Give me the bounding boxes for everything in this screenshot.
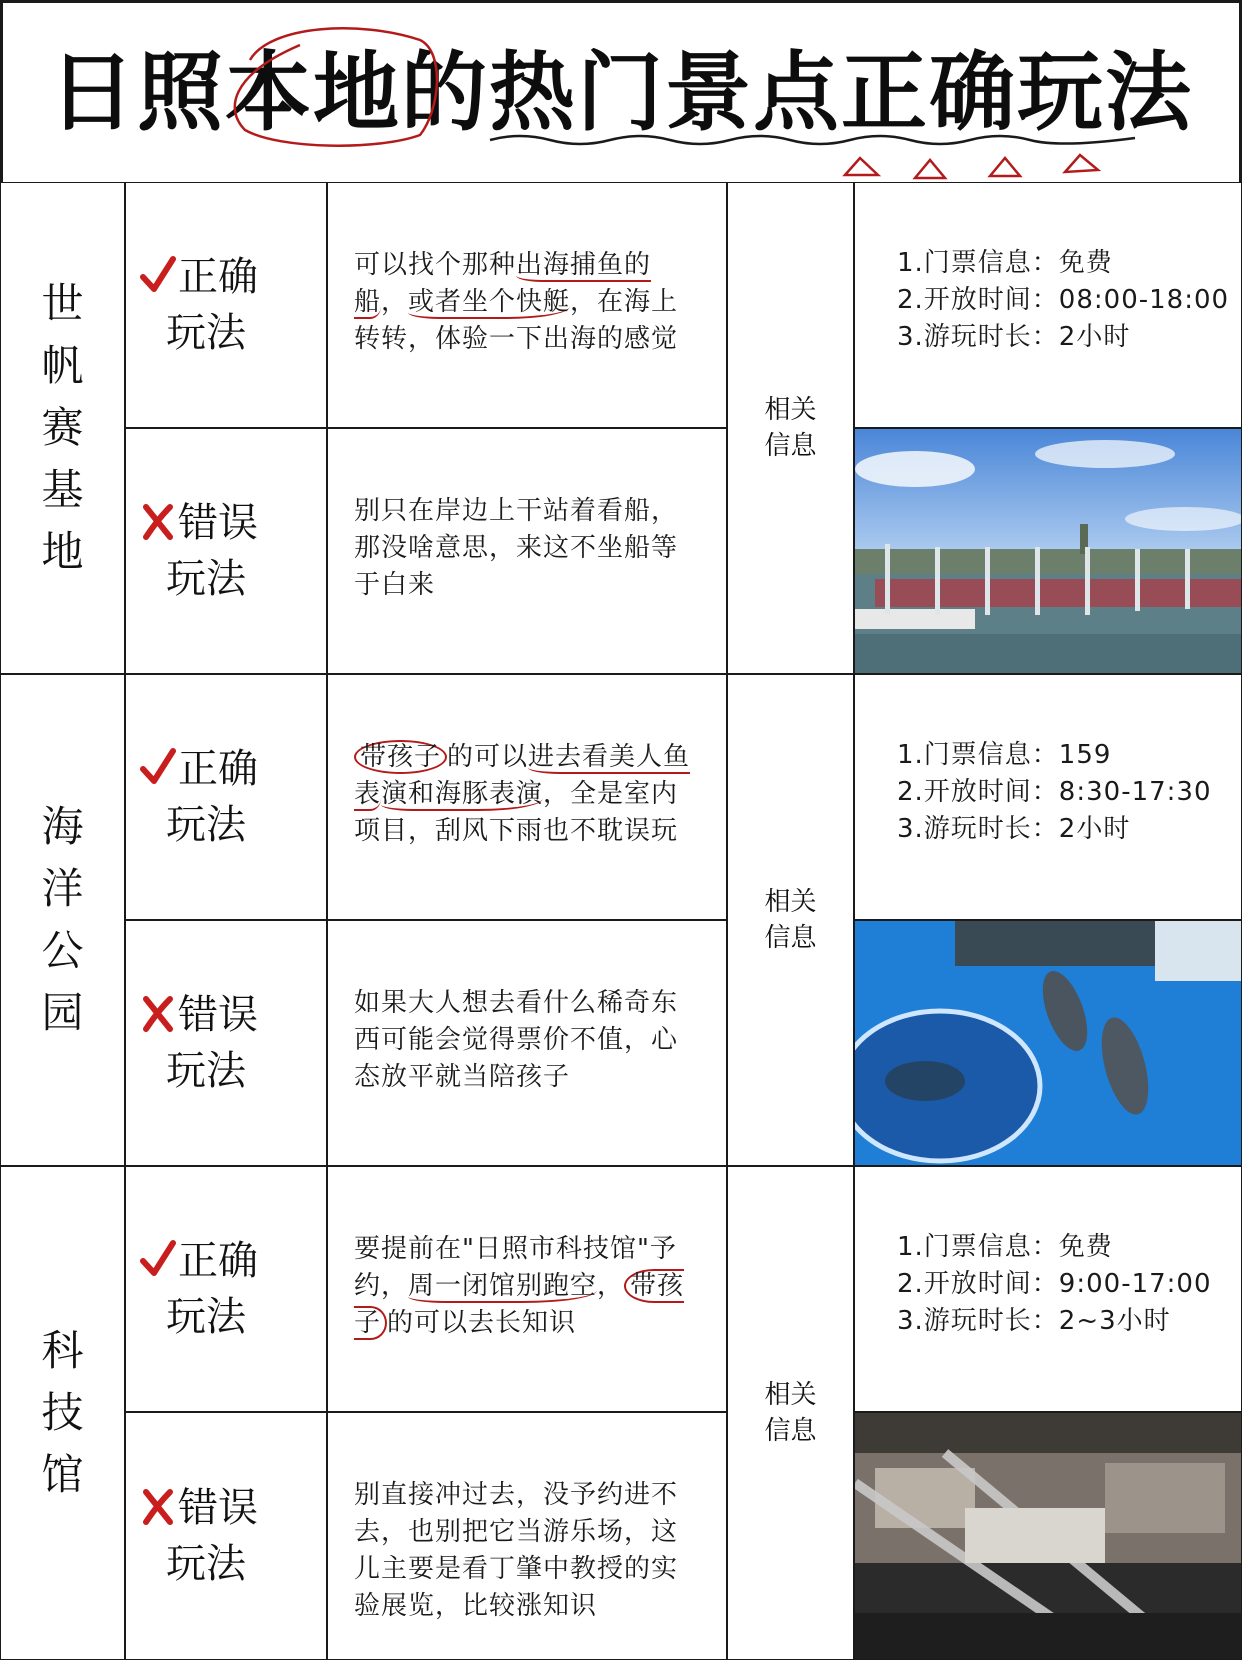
wrong-label-cell (125, 920, 327, 1166)
spot-name-char: 园 (41, 988, 84, 1037)
spot-name-char: 公 (41, 926, 84, 975)
highlight-circle: 带孩子 (354, 1271, 685, 1338)
photo-seals (854, 920, 1242, 1166)
related-info-label-2 (727, 674, 854, 1166)
duration: 3.游玩时长：2~3小时 (897, 1306, 1171, 1336)
wrong-desc-3: 别直接冲过去，没予约进不去，也别把它当游乐场，这儿主要是看丁肇中教授的实验展览，比较涨知识 (327, 1412, 727, 1660)
info-3 (854, 1166, 1242, 1412)
correct-label (166, 1233, 286, 1345)
label-line: 玩法 (166, 802, 246, 848)
wrong-desc-1: 别只在岸边上干站着看船，那没啥意思，来这不坐船等于白来 (327, 428, 727, 674)
highlight-underline: 出海捕鱼的船 (354, 250, 652, 317)
related-line: 信息 (764, 431, 817, 461)
correct-label-cell (125, 1166, 327, 1412)
open-hours: 2.开放时间：8:30-17:30 (897, 777, 1212, 807)
desc-text: 要提前在"日照市科技馆"予约， (354, 1234, 677, 1301)
desc-text: 可以找个那种 (354, 250, 517, 280)
spot-name-char: 世 (41, 279, 84, 328)
related-line: 信息 (764, 923, 817, 953)
label-line: 正确 (178, 746, 258, 792)
spot-name-char: 科 (41, 1326, 84, 1375)
page-title: 日照本地的热门景点正确玩法 (49, 43, 1193, 143)
label-line: 玩法 (166, 1048, 246, 1094)
spot-name-char: 基 (41, 465, 84, 514)
related-line: 信息 (764, 1416, 817, 1446)
cross-icon (140, 993, 176, 1033)
correct-label (166, 741, 286, 853)
desc-text: 的可以去长知识 (387, 1308, 577, 1338)
ticket-info: 1.门票信息：159 (897, 740, 1112, 770)
related-line: 相关 (764, 395, 817, 425)
desc-text: 的可以 (447, 742, 529, 772)
duration: 3.游玩时长：2小时 (897, 814, 1131, 844)
correct-desc-1 (327, 182, 727, 428)
ticket-info: 1.门票信息：免费 (897, 248, 1113, 278)
wrong-label-cell (125, 428, 327, 674)
header (0, 0, 1242, 182)
ticket-info: 1.门票信息：免费 (897, 1232, 1113, 1262)
spot-name-2 (0, 674, 125, 1166)
desc-text: ，全是室内项目，刮风下雨也不耽误玩 (354, 779, 679, 846)
desc-text: ， (381, 287, 409, 317)
related-info-label-1 (727, 182, 854, 674)
check-icon (140, 747, 176, 787)
spot-name-char: 赛 (41, 403, 84, 452)
highlight-underline: 周一闭馆别跑空 (408, 1271, 598, 1301)
label-line: 玩法 (166, 1294, 246, 1340)
label-line: 错误 (178, 500, 258, 546)
wrong-label (166, 987, 286, 1099)
correct-desc-2 (327, 674, 727, 920)
cross-icon (140, 1486, 176, 1526)
duration: 3.游玩时长：2小时 (897, 322, 1131, 352)
spot-name-char: 海 (41, 802, 84, 851)
desc-text: ， (597, 1271, 625, 1301)
highlight-underline: 或者坐个快艇 (408, 287, 571, 317)
open-hours: 2.开放时间：08:00-18:00 (897, 285, 1230, 315)
label-line: 玩法 (166, 1541, 246, 1587)
label-line: 错误 (178, 1485, 258, 1531)
related-info-label-3 (727, 1166, 854, 1660)
spot-name-char: 洋 (41, 864, 84, 913)
info-1 (854, 182, 1242, 428)
info-2 (854, 674, 1242, 920)
cross-icon (140, 501, 176, 541)
correct-label-cell (125, 182, 327, 428)
desc-text: 体验一下出海的感觉 (435, 324, 679, 354)
guide-table (0, 182, 1242, 1660)
check-icon (140, 1239, 176, 1279)
open-hours: 2.开放时间：9:00-17:00 (897, 1269, 1212, 1299)
correct-desc-3 (327, 1166, 727, 1412)
wrong-label (166, 1480, 286, 1592)
spot-name-char: 馆 (41, 1450, 84, 1499)
wrong-label (166, 495, 286, 607)
spot-name-char: 地 (41, 527, 84, 576)
correct-label-cell (125, 674, 327, 920)
highlight-circle: 带孩子 (354, 740, 447, 774)
highlight-underline: 进去看美人鱼表 (354, 742, 691, 809)
related-line: 相关 (764, 887, 817, 917)
wrong-desc-2: 如果大人想去看什么稀奇东西可能会觉得票价不值，心态放平就当陪孩子 (327, 920, 727, 1166)
related-line: 相关 (764, 1380, 817, 1410)
spot-name-char: 帆 (41, 341, 84, 390)
spot-name-1 (0, 182, 125, 674)
check-icon (140, 255, 176, 295)
spot-name-char: 技 (41, 1388, 84, 1437)
label-line: 正确 (178, 254, 258, 300)
photo-marina (854, 428, 1242, 674)
label-line: 玩法 (166, 556, 246, 602)
label-line: 玩法 (166, 310, 246, 356)
wrong-label-cell (125, 1412, 327, 1660)
label-line: 正确 (178, 1238, 258, 1284)
photo-space-station (854, 1412, 1242, 1660)
desc-text: ，在海上转转， (354, 287, 679, 354)
highlight-underline: 演和海豚表演 (381, 779, 544, 809)
spot-name-3 (0, 1166, 125, 1660)
label-line: 错误 (178, 992, 258, 1038)
correct-label (166, 249, 286, 361)
